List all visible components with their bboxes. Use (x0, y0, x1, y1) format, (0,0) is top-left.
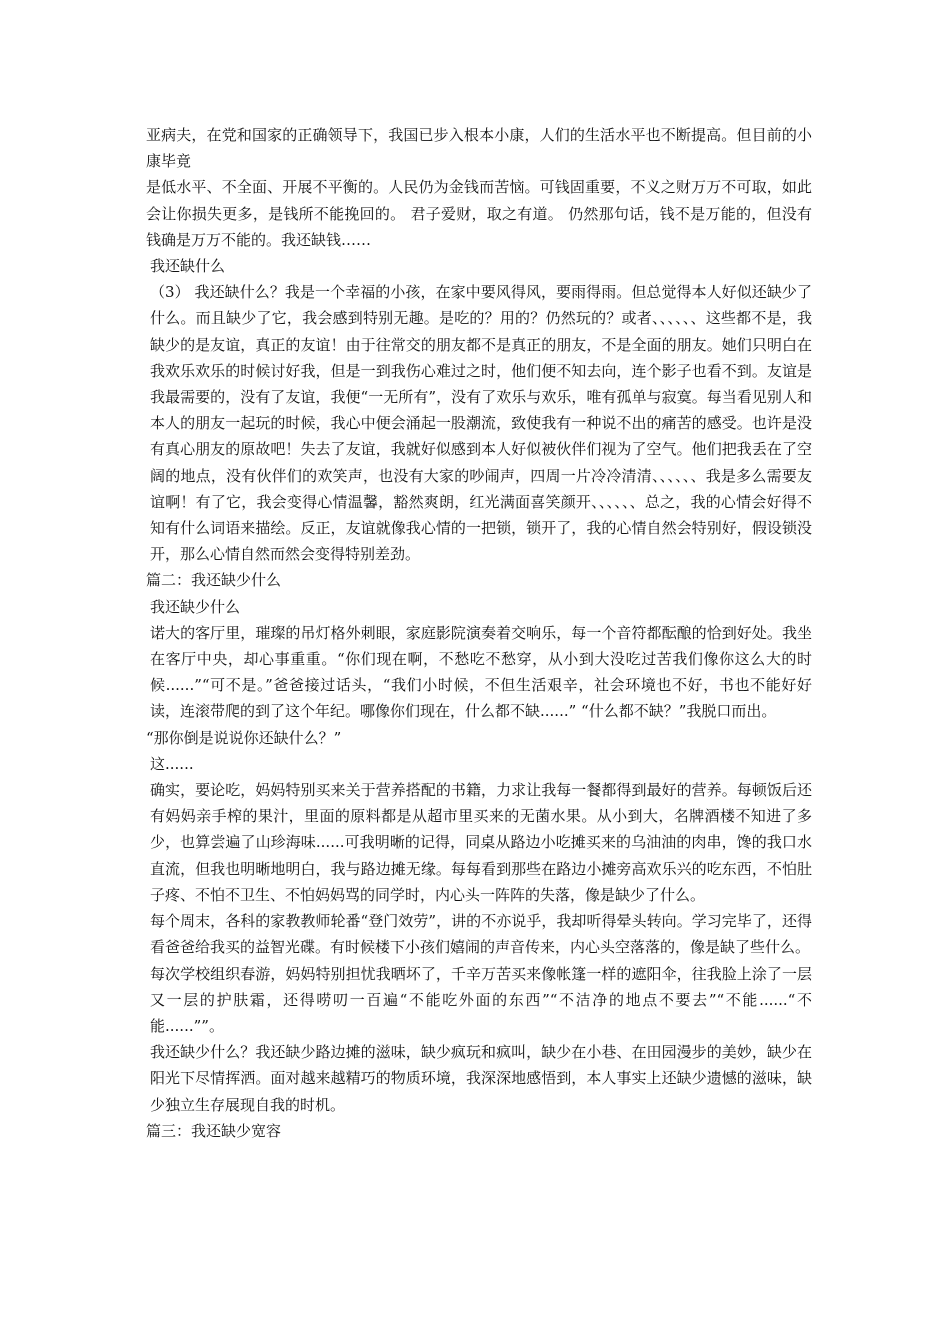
section-title-what-am-i-missing: 我还缺什么 (150, 257, 226, 276)
paragraph-question: “那你倒是说说你还缺什么？” (146, 728, 342, 747)
paragraph-2: 是低水平、不全面、开展不平衡的。人民仍为金钱而苦恼。可钱固重要，不义之财万万不可取，如此会让你损失更多，是钱所不能挽回的。 君子爱财，取之有道。 仍然那句话，钱不是万能的，但没有钱确是万万不能的。我还缺钱…… (146, 178, 812, 249)
chapter-three-heading: 篇三：我还缺少宽容 (146, 1121, 282, 1140)
chapter-two-title: 我还缺少什么 (150, 597, 241, 616)
paragraph-food: 确实，要论吃，妈妈特别买来关于营养搭配的书籍，力求让我每一餐都得到最好的营养。每顿饭后还有妈妈亲手榨的果汁，里面的原料都是从超市里买来的无菌水果。从小到大，名牌酒楼不知进了多少，也算尝遍了山珍海味......可我明晰的记得，同桌从路边小吃摊买来的乌油油的肉串，馋的我口水直流，但我也明晰地明白，我与路边摊无缘。每每看到那些在路边小摊旁高欢乐兴的吃东西，不怕肚子疼、不怕不卫生、不怕妈妈骂的同学时，内心头一阵阵的失落，像是缺少了什么。 (150, 781, 812, 904)
paragraph-weekend: 每个周末，各科的家教教师轮番“登门效劳”，讲的不亦说乎，我却听得晕头转向。学习完毕了，还得看爸爸给我买的益智光碟。有时候楼下小孩们嬉闹的声音传来，内心头空落落的，像是缺了些什么。 (150, 912, 812, 957)
paragraph-conclusion: 我还缺少什么？我还缺少路边摊的滋味，缺少疯玩和疯叫，缺少在小巷、在田园漫步的美妙，缺少在阳光下尽情挥洒。面对越来越精巧的物质环境，我深深地感悟到，本人事实上还缺少遗憾的滋味，缺少独立生存展现自我的时机。 (150, 1043, 812, 1114)
paragraph-spring-trip: 每次学校组织春游，妈妈特别担忧我晒坏了，千辛万苦买来像帐篷一样的遮阳伞，往我脸上涂了一层又一层的护肤霜，还得唠叨一百遍“不能吃外面的东西”“不洁净的地点不要去”“不能......“不能......””。 (150, 964, 812, 1035)
document-page (146, 122, 812, 1144)
paragraph-living-room: 诺大的客厅里，璀璨的吊灯格外刺眼，家庭影院演奏着交响乐，每一个音符都酝酿的恰到好处。我坐在客厅中央，却心事重重。“你们现在啊，不愁吃不愁穿，从小到大没吃过苦我们像你这么大的时候......”“可不是。”爸爸接过话头，“我们小时候，不但生活艰辛，社会环境也不好，书也不能好好读，连滚带爬的到了这个年纪。哪像你们现在，什么都不缺......” “什么都不缺？”我脱口而出。 (150, 623, 812, 721)
paragraph-1: 亚病夫，在党和国家的正确领导下，我国已步入根本小康，人们的生活水平也不断提高。但目前的小康毕竟 (146, 126, 812, 171)
paragraph-3: （3） 我还缺什么？我是一个幸福的小孩，在家中要风得风，要雨得雨。但总觉得本人好似还缺少了什么。而且缺少了它，我会感到特别无趣。是吃的？用的？仍然玩的？或者、、、、、、这些都不是，我缺少的是友谊，真正的友谊！由于往常交的朋友都不是真正的朋友，不是全面的朋友。她们只明白在我欢乐欢乐的时候讨好我，但是一到我伤心难过之时，他们便不知去向，连个影子也看不到。友谊是我最需要的，没有了友谊，我便“一无所有”，没有了欢乐与欢乐，唯有孤单与寂寞。每当看见别人和本人的朋友一起玩的时候，我心中便会涌起一股潮流，致使我有一种说不出的痛苦的感受。也许是没有真心朋友的原故吧！失去了友谊，我就好似感到本人好似被伙伴们视为了空气。他们把我丢在了空阔的地点，没有伙伴们的欢笑声，也没有大家的吵闹声，四周一片冷冷清清、、、、、、我是多么需要友谊啊！有了它，我会变得心情温馨，豁然爽朗，红光满面喜笑颜开、、、、、、总之，我的心情会好得不知有什么词语来描绘。反正，友谊就像我心情的一把锁，锁开了，我的心情自然会特别好，假设锁没开，那么心情自然而然会变得特别差劲。 (150, 283, 812, 564)
paragraph-this: 这...... (150, 754, 194, 773)
chapter-two-heading: 篇二：我还缺少什么 (146, 571, 282, 590)
